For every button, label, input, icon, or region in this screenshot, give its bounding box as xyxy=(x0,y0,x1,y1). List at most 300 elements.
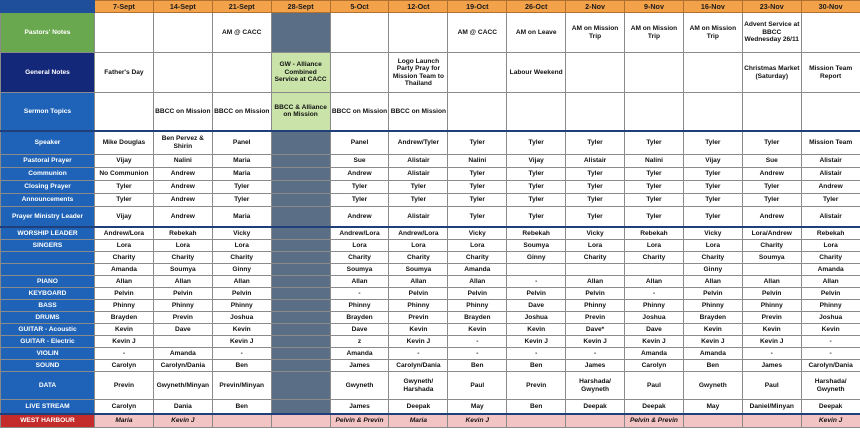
roster-cell[interactable]: Phinny xyxy=(153,300,212,312)
roster-cell[interactable]: Tyler xyxy=(507,181,566,194)
roster-cell[interactable]: Amanda xyxy=(801,264,860,276)
roster-cell[interactable]: Lora xyxy=(801,240,860,252)
roster-cell[interactable]: No Communion xyxy=(95,168,154,181)
roster-cell[interactable]: - xyxy=(507,348,566,360)
roster-cell[interactable]: Phinny xyxy=(95,300,154,312)
date-header[interactable]: 19-Oct xyxy=(448,1,507,13)
roster-cell[interactable]: Kevin xyxy=(212,324,271,336)
roster-cell[interactable] xyxy=(448,53,507,93)
roster-cell[interactable]: Previn xyxy=(742,312,801,324)
roster-cell[interactable]: Pelvin xyxy=(683,288,742,300)
roster-cell[interactable]: Paul xyxy=(625,372,684,400)
roster-cell[interactable]: Carolyn/Dania xyxy=(801,360,860,372)
roster-cell[interactable]: Carolyn xyxy=(625,360,684,372)
roster-cell[interactable]: Tyler xyxy=(507,131,566,155)
roster-cell[interactable]: Tyler xyxy=(566,131,625,155)
roster-cell[interactable]: Dave xyxy=(625,324,684,336)
roster-cell[interactable]: Tyler xyxy=(448,207,507,227)
roster-cell[interactable]: Ginny xyxy=(683,264,742,276)
roster-cell[interactable]: Andrew/Lora xyxy=(330,227,389,240)
date-header[interactable]: 21-Sept xyxy=(212,1,271,13)
roster-cell[interactable] xyxy=(389,13,448,53)
roster-cell[interactable]: Deepak xyxy=(566,400,625,414)
roster-cell[interactable]: BBCC on Mission xyxy=(212,93,271,131)
roster-cell[interactable]: Alistair xyxy=(566,155,625,168)
roster-cell[interactable]: Advent Service at BBCC Wednesday 26/11 xyxy=(742,13,801,53)
roster-cell[interactable]: Brayden xyxy=(683,312,742,324)
roster-cell[interactable]: Amanda xyxy=(330,348,389,360)
roster-cell[interactable]: Andrew xyxy=(153,207,212,227)
roster-cell[interactable]: Tyler xyxy=(507,207,566,227)
roster-cell[interactable]: Phinny xyxy=(389,300,448,312)
roster-cell[interactable]: Tyler xyxy=(742,131,801,155)
roster-cell[interactable]: Ben xyxy=(507,400,566,414)
roster-cell[interactable]: - xyxy=(625,288,684,300)
roster-cell[interactable]: Alistair xyxy=(801,168,860,181)
roster-cell[interactable]: Tyler xyxy=(683,168,742,181)
roster-cell[interactable]: - xyxy=(448,348,507,360)
date-header[interactable]: 23-Nov xyxy=(742,1,801,13)
roster-cell[interactable]: AM @ CACC xyxy=(212,13,271,53)
roster-cell[interactable] xyxy=(625,264,684,276)
roster-cell[interactable]: - xyxy=(389,348,448,360)
roster-cell[interactable]: Alistair xyxy=(389,207,448,227)
roster-cell[interactable]: Paul xyxy=(448,372,507,400)
roster-cell[interactable]: Ben xyxy=(448,360,507,372)
roster-cell[interactable]: Brayden xyxy=(330,312,389,324)
roster-cell[interactable]: - xyxy=(330,288,389,300)
roster-cell[interactable]: Joshua xyxy=(507,312,566,324)
roster-cell[interactable] xyxy=(271,227,330,240)
roster-cell[interactable]: Kevin J xyxy=(566,336,625,348)
roster-cell[interactable]: Pelvin xyxy=(212,288,271,300)
roster-cell[interactable]: Charity xyxy=(389,252,448,264)
roster-cell[interactable]: Gwyneth/Minyan xyxy=(153,372,212,400)
roster-cell[interactable]: Andrew xyxy=(153,181,212,194)
roster-cell[interactable]: Tyler xyxy=(448,194,507,207)
roster-cell[interactable]: Nalini xyxy=(153,155,212,168)
date-header[interactable]: 2-Nov xyxy=(566,1,625,13)
roster-cell[interactable] xyxy=(271,264,330,276)
roster-cell[interactable]: Pelvin xyxy=(153,288,212,300)
roster-cell[interactable]: Pelvin xyxy=(801,288,860,300)
roster-cell[interactable] xyxy=(683,414,742,428)
roster-cell[interactable]: Lora xyxy=(153,240,212,252)
roster-cell[interactable]: - xyxy=(95,348,154,360)
roster-cell[interactable]: Kevin xyxy=(801,324,860,336)
roster-cell[interactable]: Pelvin xyxy=(389,288,448,300)
roster-cell[interactable]: Vicky xyxy=(448,227,507,240)
roster-cell[interactable]: Maria xyxy=(95,414,154,428)
roster-cell[interactable]: Charity xyxy=(212,252,271,264)
roster-cell[interactable]: Phinny xyxy=(625,300,684,312)
roster-cell[interactable]: Previn xyxy=(95,372,154,400)
roster-cell[interactable]: Charity xyxy=(625,252,684,264)
roster-cell[interactable]: - xyxy=(448,336,507,348)
roster-cell[interactable]: - xyxy=(801,336,860,348)
roster-cell[interactable]: Gwyneth/ Harshada xyxy=(389,372,448,400)
roster-cell[interactable]: Alistair xyxy=(389,168,448,181)
roster-cell[interactable] xyxy=(271,312,330,324)
roster-cell[interactable]: Allan xyxy=(389,276,448,288)
roster-cell[interactable] xyxy=(271,131,330,155)
roster-cell[interactable]: Phinny xyxy=(566,300,625,312)
roster-cell[interactable] xyxy=(566,264,625,276)
roster-cell[interactable]: Amanda xyxy=(95,264,154,276)
roster-cell[interactable]: Tyler xyxy=(625,194,684,207)
roster-cell[interactable] xyxy=(507,264,566,276)
roster-cell[interactable]: Mike Douglas xyxy=(95,131,154,155)
roster-cell[interactable]: Gwyneth xyxy=(683,372,742,400)
roster-cell[interactable]: Tyler xyxy=(683,194,742,207)
roster-cell[interactable]: Andrew/Lora xyxy=(389,227,448,240)
roster-cell[interactable]: Gwyneth xyxy=(330,372,389,400)
roster-cell[interactable]: Dave xyxy=(330,324,389,336)
roster-cell[interactable] xyxy=(625,53,684,93)
roster-cell[interactable]: Kevin J xyxy=(801,414,860,428)
roster-cell[interactable]: BBCC on Mission xyxy=(389,93,448,131)
roster-cell[interactable]: Pelvin & Previn xyxy=(625,414,684,428)
roster-cell[interactable]: Kevin J xyxy=(153,414,212,428)
roster-cell[interactable]: Andrew xyxy=(742,207,801,227)
roster-cell[interactable]: AM on Mission Trip xyxy=(566,13,625,53)
roster-cell[interactable]: Previn xyxy=(566,312,625,324)
roster-cell[interactable]: Tyler xyxy=(212,194,271,207)
roster-cell[interactable]: Kevin xyxy=(389,324,448,336)
roster-cell[interactable]: Alistair xyxy=(389,155,448,168)
roster-cell[interactable]: Soumya xyxy=(153,264,212,276)
roster-cell[interactable]: Tyler xyxy=(566,181,625,194)
roster-cell[interactable]: Kevin J xyxy=(95,336,154,348)
roster-cell[interactable]: Andrew xyxy=(801,181,860,194)
roster-cell[interactable]: Sue xyxy=(742,155,801,168)
roster-cell[interactable] xyxy=(330,53,389,93)
roster-cell[interactable]: Rebekah xyxy=(153,227,212,240)
roster-cell[interactable]: Sue xyxy=(330,155,389,168)
date-header[interactable]: 5-Oct xyxy=(330,1,389,13)
date-header[interactable]: 12-Oct xyxy=(389,1,448,13)
roster-cell[interactable]: Andrew xyxy=(153,194,212,207)
roster-cell[interactable]: Nalini xyxy=(448,155,507,168)
roster-cell[interactable]: Amanda xyxy=(448,264,507,276)
roster-cell[interactable] xyxy=(625,93,684,131)
roster-cell[interactable]: Tyler xyxy=(448,181,507,194)
roster-cell[interactable]: Kevin J xyxy=(507,336,566,348)
roster-cell[interactable]: Harshada/ Gwyneth xyxy=(566,372,625,400)
roster-cell[interactable]: Previn xyxy=(153,312,212,324)
roster-cell[interactable] xyxy=(271,324,330,336)
roster-cell[interactable]: Tyler xyxy=(448,168,507,181)
roster-cell[interactable]: Tyler xyxy=(507,168,566,181)
roster-cell[interactable] xyxy=(742,264,801,276)
roster-cell[interactable] xyxy=(330,13,389,53)
roster-cell[interactable]: Tyler xyxy=(212,181,271,194)
roster-cell[interactable]: Vijay xyxy=(507,155,566,168)
roster-cell[interactable]: Andrew xyxy=(153,168,212,181)
date-header[interactable]: 7-Sept xyxy=(95,1,154,13)
roster-cell[interactable]: Allan xyxy=(448,276,507,288)
roster-cell[interactable]: Phinny xyxy=(212,300,271,312)
roster-cell[interactable]: Kevin xyxy=(742,324,801,336)
roster-cell[interactable] xyxy=(271,372,330,400)
roster-cell[interactable]: James xyxy=(566,360,625,372)
roster-cell[interactable] xyxy=(212,414,271,428)
roster-cell[interactable]: Charity xyxy=(448,252,507,264)
roster-cell[interactable]: Carolyn xyxy=(95,400,154,414)
roster-cell[interactable]: Kevin J xyxy=(742,336,801,348)
roster-cell[interactable]: z xyxy=(330,336,389,348)
roster-cell[interactable]: Ben Pervez & Shirin xyxy=(153,131,212,155)
roster-cell[interactable]: Lora xyxy=(625,240,684,252)
roster-cell[interactable]: Tyler xyxy=(625,181,684,194)
roster-cell[interactable]: James xyxy=(742,360,801,372)
roster-cell[interactable]: Deepak xyxy=(625,400,684,414)
roster-cell[interactable]: Ginny xyxy=(212,264,271,276)
roster-cell[interactable] xyxy=(683,93,742,131)
roster-cell[interactable]: May xyxy=(683,400,742,414)
roster-cell[interactable]: Alistair xyxy=(801,207,860,227)
roster-cell[interactable]: Kevin xyxy=(95,324,154,336)
roster-cell[interactable]: Tyler xyxy=(742,194,801,207)
roster-cell[interactable]: Phinny xyxy=(742,300,801,312)
roster-cell[interactable]: Lora xyxy=(389,240,448,252)
roster-cell[interactable]: Vicky xyxy=(683,227,742,240)
roster-cell[interactable]: BBCC on Mission xyxy=(153,93,212,131)
roster-cell[interactable]: Andrew xyxy=(742,168,801,181)
roster-cell[interactable] xyxy=(507,93,566,131)
roster-cell[interactable]: Maria xyxy=(212,207,271,227)
roster-cell[interactable]: Alistair xyxy=(801,155,860,168)
roster-cell[interactable]: Joshua xyxy=(212,312,271,324)
roster-cell[interactable] xyxy=(507,414,566,428)
roster-cell[interactable]: Tyler xyxy=(448,131,507,155)
roster-cell[interactable]: Carolyn/Dania xyxy=(389,360,448,372)
roster-cell[interactable]: Soumya xyxy=(507,240,566,252)
roster-cell[interactable]: Soumya xyxy=(389,264,448,276)
roster-cell[interactable]: Amanda xyxy=(683,348,742,360)
roster-cell[interactable]: Allan xyxy=(625,276,684,288)
roster-cell[interactable]: Ben xyxy=(212,360,271,372)
roster-cell[interactable]: Allan xyxy=(330,276,389,288)
roster-cell[interactable]: Maria xyxy=(389,414,448,428)
roster-cell[interactable]: Rebekah xyxy=(801,227,860,240)
roster-cell[interactable]: Vicky xyxy=(212,227,271,240)
roster-cell[interactable]: Allan xyxy=(95,276,154,288)
roster-cell[interactable]: BBCC & Alliance on Mission xyxy=(271,93,330,131)
roster-cell[interactable] xyxy=(271,13,330,53)
roster-cell[interactable]: BBCC on Mission xyxy=(330,93,389,131)
roster-cell[interactable]: Tyler xyxy=(389,194,448,207)
roster-cell[interactable] xyxy=(153,13,212,53)
date-header[interactable]: 16-Nov xyxy=(683,1,742,13)
roster-cell[interactable] xyxy=(448,93,507,131)
roster-cell[interactable]: Maria xyxy=(212,168,271,181)
roster-cell[interactable]: Tyler xyxy=(683,181,742,194)
date-header[interactable]: 14-Sept xyxy=(153,1,212,13)
roster-cell[interactable]: Harshada/ Gwyneth xyxy=(801,372,860,400)
roster-cell[interactable]: Daniel/Minyan xyxy=(742,400,801,414)
roster-cell[interactable] xyxy=(801,13,860,53)
roster-cell[interactable]: Tyler xyxy=(742,181,801,194)
roster-cell[interactable]: Tyler xyxy=(801,194,860,207)
roster-cell[interactable] xyxy=(95,93,154,131)
roster-cell[interactable]: Maria xyxy=(212,155,271,168)
roster-cell[interactable]: Kevin xyxy=(448,324,507,336)
roster-cell[interactable]: Carolyn xyxy=(95,360,154,372)
roster-cell[interactable]: Brayden xyxy=(448,312,507,324)
roster-cell[interactable]: AM on Mission Trip xyxy=(625,13,684,53)
roster-cell[interactable]: Lora xyxy=(566,240,625,252)
roster-cell[interactable]: May xyxy=(448,400,507,414)
roster-cell[interactable]: - xyxy=(507,276,566,288)
roster-cell[interactable] xyxy=(683,53,742,93)
roster-cell[interactable] xyxy=(271,181,330,194)
roster-cell[interactable] xyxy=(271,194,330,207)
roster-cell[interactable]: Dania xyxy=(153,400,212,414)
roster-cell[interactable]: Kevin xyxy=(507,324,566,336)
roster-cell[interactable]: Tyler xyxy=(683,207,742,227)
roster-cell[interactable]: Allan xyxy=(683,276,742,288)
roster-cell[interactable]: Mission Team Report xyxy=(801,53,860,93)
roster-cell[interactable] xyxy=(153,53,212,93)
roster-cell[interactable]: Kevin J xyxy=(625,336,684,348)
roster-cell[interactable]: Charity xyxy=(566,252,625,264)
roster-cell[interactable]: Father's Day xyxy=(95,53,154,93)
roster-cell[interactable]: Previn xyxy=(507,372,566,400)
roster-cell[interactable]: AM on Mission Trip xyxy=(683,13,742,53)
roster-cell[interactable]: Tyler xyxy=(625,168,684,181)
date-header[interactable]: 26-Oct xyxy=(507,1,566,13)
roster-cell[interactable]: Carolyn/Dania xyxy=(153,360,212,372)
roster-cell[interactable]: Ginny xyxy=(507,252,566,264)
roster-cell[interactable]: Tyler xyxy=(389,181,448,194)
roster-cell[interactable] xyxy=(271,252,330,264)
roster-cell[interactable]: Phinny xyxy=(448,300,507,312)
roster-cell[interactable] xyxy=(95,13,154,53)
roster-cell[interactable]: Pelvin xyxy=(95,288,154,300)
roster-cell[interactable] xyxy=(153,336,212,348)
roster-cell[interactable]: Tyler xyxy=(683,131,742,155)
roster-cell[interactable] xyxy=(566,414,625,428)
roster-cell[interactable]: AM @ CACC xyxy=(448,13,507,53)
roster-cell[interactable]: Charity xyxy=(95,252,154,264)
roster-cell[interactable]: Kevin xyxy=(683,324,742,336)
roster-cell[interactable]: Kevin J xyxy=(212,336,271,348)
roster-cell[interactable]: Christmas Market (Saturday) xyxy=(742,53,801,93)
roster-cell[interactable]: Vijay xyxy=(95,155,154,168)
roster-cell[interactable] xyxy=(566,53,625,93)
roster-cell[interactable]: Charity xyxy=(742,240,801,252)
roster-cell[interactable]: Amanda xyxy=(625,348,684,360)
roster-cell[interactable]: Allan xyxy=(566,276,625,288)
roster-cell[interactable]: Dave xyxy=(507,300,566,312)
roster-cell[interactable]: Vijay xyxy=(683,155,742,168)
roster-cell[interactable]: Andrew/Tyler xyxy=(389,131,448,155)
roster-cell[interactable]: Ben xyxy=(507,360,566,372)
roster-cell[interactable]: Labour Weekend xyxy=(507,53,566,93)
roster-cell[interactable]: - xyxy=(801,348,860,360)
roster-cell[interactable]: Tyler xyxy=(566,207,625,227)
roster-cell[interactable]: Soumya xyxy=(742,252,801,264)
roster-cell[interactable]: Joshua xyxy=(801,312,860,324)
roster-cell[interactable]: Dave xyxy=(153,324,212,336)
roster-cell[interactable]: Tyler xyxy=(625,131,684,155)
roster-cell[interactable]: Kevin J xyxy=(448,414,507,428)
roster-cell[interactable] xyxy=(742,414,801,428)
roster-cell[interactable]: Charity xyxy=(683,252,742,264)
roster-cell[interactable]: Allan xyxy=(153,276,212,288)
roster-cell[interactable]: Previn/Minyan xyxy=(212,372,271,400)
date-header[interactable]: 30-Nov xyxy=(801,1,860,13)
roster-cell[interactable]: Pelvin & Previn xyxy=(330,414,389,428)
roster-cell[interactable]: GW - Alliance Combined Service at CACC xyxy=(271,53,330,93)
roster-cell[interactable] xyxy=(271,276,330,288)
roster-cell[interactable]: Andrew xyxy=(330,168,389,181)
roster-cell[interactable] xyxy=(271,240,330,252)
roster-cell[interactable] xyxy=(271,336,330,348)
roster-cell[interactable]: - xyxy=(566,348,625,360)
roster-cell[interactable]: Rebekah xyxy=(507,227,566,240)
roster-cell[interactable]: Lora xyxy=(448,240,507,252)
roster-cell[interactable] xyxy=(212,53,271,93)
roster-cell[interactable]: Rebekah xyxy=(625,227,684,240)
roster-cell[interactable]: Allan xyxy=(801,276,860,288)
roster-cell[interactable]: Pelvin xyxy=(566,288,625,300)
roster-cell[interactable]: Ben xyxy=(683,360,742,372)
roster-cell[interactable] xyxy=(271,400,330,414)
roster-cell[interactable]: Deepak xyxy=(801,400,860,414)
roster-cell[interactable] xyxy=(271,168,330,181)
roster-cell[interactable]: Pelvin xyxy=(448,288,507,300)
roster-cell[interactable]: Charity xyxy=(153,252,212,264)
roster-cell[interactable]: Andrew xyxy=(330,207,389,227)
roster-cell[interactable]: AM on Leave xyxy=(507,13,566,53)
roster-cell[interactable]: Nalini xyxy=(625,155,684,168)
roster-cell[interactable]: Tyler xyxy=(95,194,154,207)
roster-cell[interactable]: - xyxy=(212,348,271,360)
roster-cell[interactable]: Charity xyxy=(801,252,860,264)
roster-cell[interactable]: Vijay xyxy=(95,207,154,227)
roster-cell[interactable]: Soumya xyxy=(330,264,389,276)
roster-cell[interactable]: Lora xyxy=(330,240,389,252)
roster-cell[interactable]: Tyler xyxy=(566,194,625,207)
roster-cell[interactable]: Lora xyxy=(683,240,742,252)
roster-cell[interactable]: Tyler xyxy=(566,168,625,181)
roster-cell[interactable]: Allan xyxy=(212,276,271,288)
roster-cell[interactable] xyxy=(742,93,801,131)
roster-cell[interactable] xyxy=(271,348,330,360)
roster-cell[interactable] xyxy=(801,93,860,131)
roster-cell[interactable]: Pelvin xyxy=(507,288,566,300)
roster-cell[interactable]: Tyler xyxy=(625,207,684,227)
roster-cell[interactable]: Panel xyxy=(330,131,389,155)
roster-cell[interactable]: Lora/Andrew xyxy=(742,227,801,240)
roster-cell[interactable] xyxy=(271,155,330,168)
roster-cell[interactable]: Paul xyxy=(742,372,801,400)
roster-cell[interactable]: Allan xyxy=(742,276,801,288)
roster-cell[interactable]: Vicky xyxy=(566,227,625,240)
roster-cell[interactable] xyxy=(271,288,330,300)
roster-cell[interactable]: Dave* xyxy=(566,324,625,336)
roster-cell[interactable]: Previn xyxy=(389,312,448,324)
roster-cell[interactable]: Tyler xyxy=(330,194,389,207)
roster-cell[interactable]: Kevin J xyxy=(389,336,448,348)
roster-cell[interactable]: Lora xyxy=(212,240,271,252)
roster-cell[interactable]: Phinny xyxy=(330,300,389,312)
roster-cell[interactable] xyxy=(271,300,330,312)
roster-cell[interactable]: Andrew/Lora xyxy=(95,227,154,240)
date-header[interactable]: 9-Nov xyxy=(625,1,684,13)
